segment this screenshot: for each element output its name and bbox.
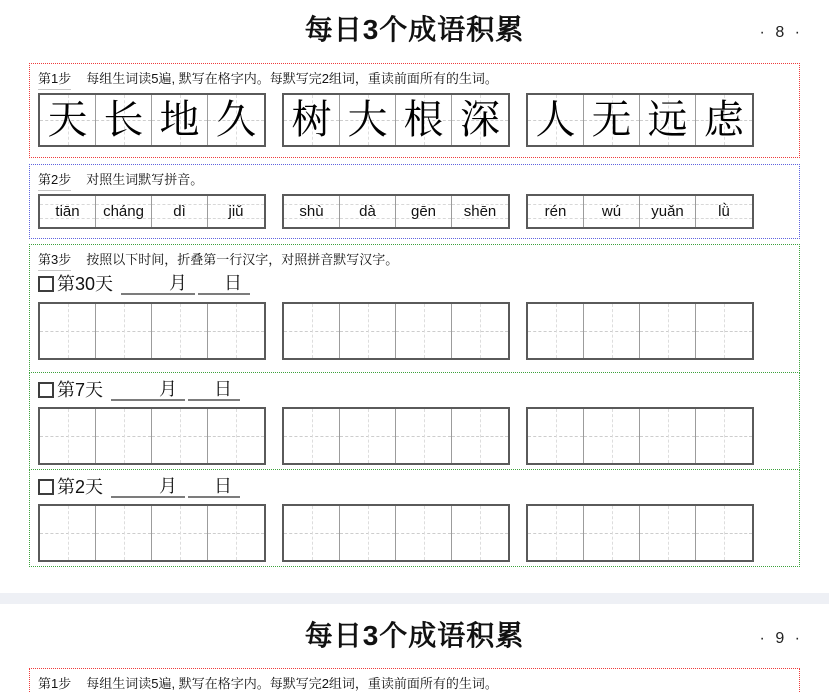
day2-checkbox[interactable] — [38, 479, 54, 495]
date-blank-line — [188, 476, 240, 498]
pinyin-cell — [696, 196, 752, 227]
char-cell — [452, 95, 508, 145]
schedule-row-day7 — [38, 378, 791, 401]
answer-group — [38, 504, 266, 562]
pinyin-text: yuǎn — [651, 203, 684, 220]
answer-cell — [284, 304, 340, 358]
pinyin-text: dà — [359, 203, 376, 220]
idiom-group-2 — [282, 93, 510, 147]
answer-grid-row-day7 — [38, 407, 791, 465]
pinyin-cell — [96, 196, 152, 227]
char-cell — [96, 95, 152, 145]
page-title: 每日3个成语积累 — [304, 14, 525, 45]
page2-step1-heading — [38, 675, 791, 692]
answer-cell — [640, 409, 696, 463]
schedule-row-day30 — [38, 272, 791, 296]
step3-section-day2 — [29, 469, 800, 567]
answer-grid-row-day30 — [38, 302, 791, 360]
answer-group — [282, 504, 510, 562]
answer-cell — [696, 304, 752, 358]
step3-section-day7 — [29, 372, 800, 470]
month-blank-line — [111, 476, 185, 498]
pinyin-cell — [340, 196, 396, 227]
step1-instruction: 每组生词读5遍, 默写在格字内。每默写完2组词，重读前面所有的生词。 — [86, 676, 498, 691]
pinyin-cell — [208, 196, 264, 227]
pinyin-cell — [640, 196, 696, 227]
page-title: 每日3个成语积累 — [304, 620, 525, 651]
schedule-row-day2 — [38, 475, 791, 498]
pinyin-cell — [396, 196, 452, 227]
char-cell — [584, 95, 640, 145]
idiom-char: 人 — [535, 97, 576, 142]
idiom-grid-row — [38, 93, 791, 147]
pinyin-group-2 — [282, 194, 510, 229]
char-cell — [396, 95, 452, 145]
pinyin-cell — [452, 196, 508, 227]
answer-cell — [584, 409, 640, 463]
step2-heading — [38, 171, 791, 189]
pinyin-text: dì — [173, 203, 186, 220]
pinyin-cell — [152, 196, 208, 227]
date-suffix: 日 — [214, 475, 233, 496]
char-cell — [696, 95, 752, 145]
day2-label: 第2天 — [57, 476, 104, 497]
month-blank-line — [111, 379, 185, 401]
date-suffix: 日 — [214, 378, 233, 399]
pinyin-text: cháng — [103, 203, 144, 220]
step2-instruction: 对照生词默写拼音。 — [86, 172, 204, 187]
date-suffix: 日 — [224, 273, 243, 293]
char-cell — [340, 95, 396, 145]
answer-grid-row-day2 — [38, 504, 791, 562]
answer-cell — [640, 304, 696, 358]
step1-label: 第1步 — [38, 675, 71, 692]
answer-cell — [340, 409, 396, 463]
answer-group — [526, 407, 754, 465]
char-cell — [152, 95, 208, 145]
idiom-char: 长 — [103, 97, 144, 142]
step1-label: 第1步 — [38, 70, 71, 90]
idiom-group-1 — [38, 93, 266, 147]
day7-label: 第7天 — [57, 379, 104, 400]
pinyin-cell — [40, 196, 96, 227]
page1-header — [29, 0, 800, 48]
date-blank-line — [198, 273, 250, 295]
char-cell — [528, 95, 584, 145]
answer-cell — [452, 304, 508, 358]
char-cell — [40, 95, 96, 145]
answer-cell — [452, 409, 508, 463]
date-blank-line — [188, 379, 240, 401]
answer-cell — [396, 409, 452, 463]
answer-cell — [528, 409, 584, 463]
answer-cell — [152, 409, 208, 463]
pinyin-text: shēn — [463, 203, 497, 220]
answer-cell — [96, 409, 152, 463]
answer-cell — [696, 506, 752, 560]
answer-cell — [152, 304, 208, 358]
idiom-char: 天 — [47, 97, 88, 142]
day7-checkbox[interactable] — [38, 382, 54, 398]
pinyin-text: tiān — [55, 203, 80, 220]
step3-instruction: 按照以下时间，折叠第一行汉字，对照拼音默写汉字。 — [86, 252, 399, 267]
idiom-char: 久 — [216, 97, 256, 142]
idiom-char: 树 — [291, 97, 332, 142]
char-cell — [284, 95, 340, 145]
answer-cell — [96, 506, 152, 560]
page-divider — [0, 593, 829, 604]
step2-section — [29, 164, 800, 239]
pinyin-group-3 — [526, 194, 754, 229]
pinyin-text: lǜ — [718, 203, 730, 220]
answer-cell — [284, 506, 340, 560]
idiom-group-3 — [526, 93, 754, 147]
idiom-char: 深 — [460, 97, 500, 142]
pinyin-cell — [528, 196, 584, 227]
idiom-char: 远 — [647, 97, 688, 142]
answer-cell — [584, 506, 640, 560]
page2-step1-section — [29, 668, 800, 692]
month-suffix: 月 — [159, 475, 178, 496]
answer-cell — [584, 304, 640, 358]
answer-cell — [528, 506, 584, 560]
step3-label: 第3步 — [38, 251, 71, 271]
answer-group — [282, 407, 510, 465]
answer-group — [38, 407, 266, 465]
idiom-char: 大 — [347, 97, 388, 142]
idiom-char: 根 — [403, 97, 444, 142]
pinyin-text: rén — [544, 203, 567, 220]
step1-instruction: 每组生词读5遍, 默写在格字内。每默写完2组词，重读前面所有的生词。 — [86, 71, 498, 86]
pinyin-text: shù — [299, 203, 324, 220]
answer-group — [282, 302, 510, 360]
answer-cell — [340, 506, 396, 560]
idiom-char: 虑 — [704, 97, 744, 142]
pinyin-text: gēn — [410, 203, 437, 220]
answer-cell — [96, 304, 152, 358]
step1-heading — [38, 70, 791, 88]
month-blank-line — [121, 273, 195, 295]
answer-cell — [396, 506, 452, 560]
idiom-char: 无 — [591, 97, 632, 142]
answer-cell — [528, 304, 584, 358]
answer-cell — [340, 304, 396, 358]
answer-cell — [40, 506, 96, 560]
answer-cell — [40, 304, 96, 358]
answer-cell — [396, 304, 452, 358]
answer-cell — [208, 304, 264, 358]
char-cell — [640, 95, 696, 145]
answer-group — [38, 302, 266, 360]
pinyin-cell — [284, 196, 340, 227]
pinyin-text: wú — [601, 203, 622, 220]
answer-group — [526, 504, 754, 562]
page-number: · 9 · — [759, 630, 800, 647]
char-cell — [208, 95, 264, 145]
pinyin-cell — [584, 196, 640, 227]
step3-section-day30 — [29, 244, 800, 373]
answer-group — [526, 302, 754, 360]
page2-header — [29, 604, 800, 654]
idiom-char: 地 — [159, 97, 200, 142]
month-suffix: 月 — [159, 378, 178, 399]
day30-label: 第30天 — [57, 274, 114, 294]
answer-cell — [208, 506, 264, 560]
answer-cell — [640, 506, 696, 560]
answer-cell — [452, 506, 508, 560]
month-suffix: 月 — [169, 273, 188, 293]
answer-cell — [152, 506, 208, 560]
day30-checkbox[interactable] — [38, 276, 54, 292]
step1-section — [29, 63, 800, 158]
answer-cell — [696, 409, 752, 463]
answer-cell — [40, 409, 96, 463]
page-number: · 8 · — [759, 24, 800, 41]
pinyin-group-1 — [38, 194, 266, 229]
answer-cell — [208, 409, 264, 463]
pinyin-text: jiǔ — [228, 203, 244, 220]
step2-label: 第2步 — [38, 171, 71, 191]
answer-cell — [284, 409, 340, 463]
pinyin-grid-row — [38, 194, 791, 229]
step3-heading — [38, 251, 791, 269]
